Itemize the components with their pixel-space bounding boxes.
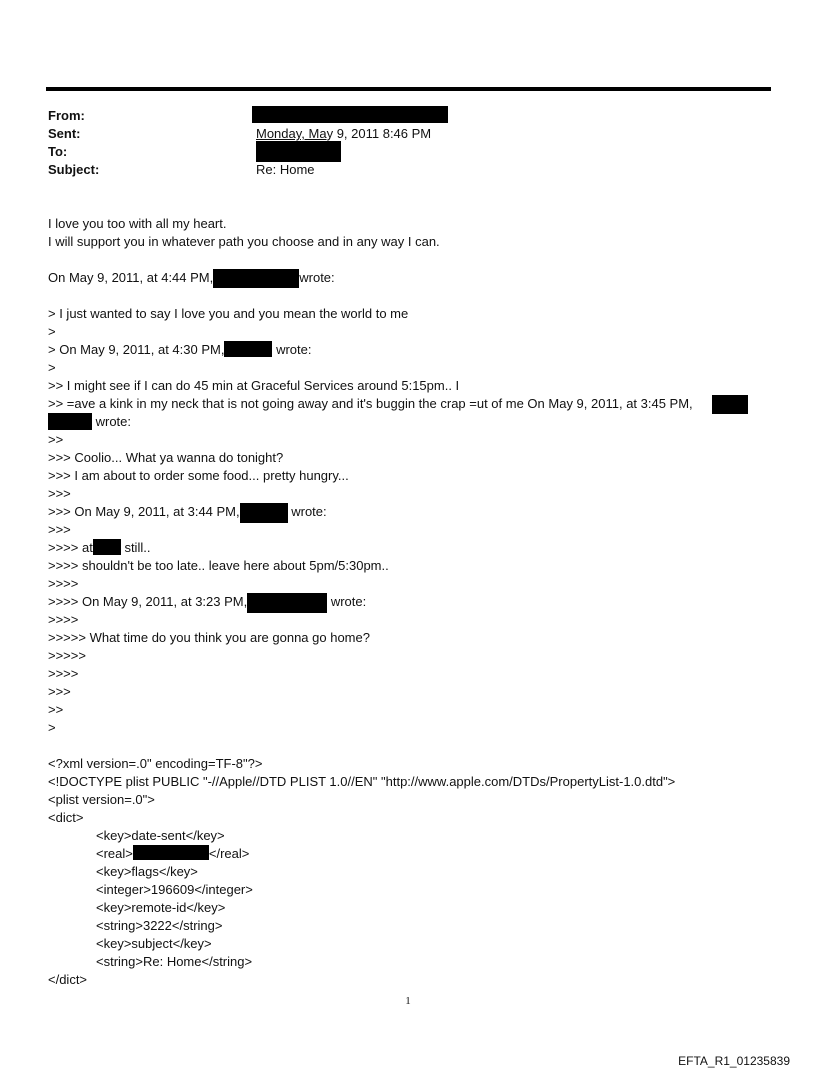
- body-text: still..: [120, 540, 151, 555]
- xml-line: <!DOCTYPE plist PUBLIC "-//Apple//DTD PLIST 1.0//EN" "http://www.apple.com/DTDs/PropertyList-1.0.dtd">: [48, 774, 676, 789]
- redaction: [712, 395, 748, 414]
- quote-header-text: > On May 9, 2011, at 4:30 PM,: [48, 342, 225, 357]
- quote-header-line: [48, 503, 327, 523]
- body-line: [48, 539, 150, 557]
- body-line: >>>: [48, 684, 71, 699]
- document-id: EFTA_R1_01235839: [678, 1054, 790, 1068]
- xml-line: <string>3222</string>: [96, 918, 223, 933]
- quote-header-wrote: wrote:: [272, 342, 312, 357]
- body-line: > I just wanted to say I love you and you mean the world to me: [48, 306, 409, 321]
- quote-header-line: [48, 593, 366, 613]
- xml-line: <dict>: [48, 810, 84, 825]
- redaction: [240, 503, 288, 523]
- quote-header-line: [48, 341, 311, 359]
- quote-header-wrote: wrote:: [299, 270, 335, 285]
- xml-text: </real>: [208, 846, 250, 861]
- header-rule: [46, 87, 771, 91]
- xml-line: <key>subject</key>: [96, 936, 212, 951]
- body-line: >>> Coolio... What ya wanna do tonight?: [48, 450, 284, 465]
- xml-line: <string>Re: Home</string>: [96, 954, 253, 969]
- body-line: >>> I am about to order some food... pretty hungry...: [48, 468, 349, 483]
- quote-header-text: >>>> On May 9, 2011, at 3:23 PM,: [48, 594, 248, 609]
- quote-header-text: On May 9, 2011, at 4:44 PM,: [48, 270, 214, 285]
- redaction-from: [252, 106, 448, 123]
- body-line: >>>>: [48, 612, 79, 627]
- body-line: >> I might see if I can do 45 min at Graceful Services around 5:15pm.. I: [48, 378, 460, 393]
- body-line: >>>: [48, 522, 71, 537]
- body-line: I will support you in whatever path you choose and in any way I can.: [48, 234, 440, 249]
- body-line: >>>>: [48, 666, 79, 681]
- quote-header-text: >>> On May 9, 2011, at 3:44 PM,: [48, 504, 240, 519]
- redaction-to: [256, 141, 341, 162]
- to-label: To:: [48, 144, 68, 159]
- xml-line: <?xml version=.0" encoding=TF-8"?>: [48, 756, 263, 771]
- xml-line: <integer>196609</integer>: [96, 882, 253, 897]
- sent-value-rest: y 9, 2011 8:46 PM: [326, 126, 432, 141]
- sent-value-underlined: Monday, Ma: [256, 126, 327, 141]
- xml-text: <real>: [96, 846, 133, 861]
- body-line: I love you too with all my heart.: [48, 216, 227, 231]
- body-line: >>>> shouldn't be too late.. leave here about 5pm/5:30pm..: [48, 558, 389, 573]
- page-number: 1: [405, 995, 411, 1007]
- quote-header-line: [48, 413, 131, 431]
- body-line: >>>>: [48, 576, 79, 591]
- body-line: >: [48, 324, 56, 339]
- body-text: >>>> at: [48, 540, 93, 555]
- subject-label: Subject:: [48, 162, 100, 177]
- redaction: [224, 341, 272, 357]
- body-line: >>>: [48, 486, 71, 501]
- xml-line: [96, 845, 249, 863]
- subject-value: Re: Home: [256, 162, 315, 177]
- body-line: >> =ave a kink in my neck that is not going away and it's buggin the crap =ut of me On May 9, 2011, at 3:45 PM,: [48, 396, 693, 411]
- body-line: >>: [48, 702, 64, 717]
- quote-header-wrote: wrote:: [92, 414, 132, 429]
- body-line: >>>>>: [48, 648, 86, 663]
- redaction: [213, 269, 299, 288]
- xml-line: <key>date-sent</key>: [96, 828, 225, 843]
- redaction: [48, 413, 92, 430]
- from-label: From:: [48, 108, 85, 123]
- quote-header-wrote: wrote:: [327, 594, 367, 609]
- redaction: [247, 593, 327, 613]
- quote-header-line: [48, 269, 335, 288]
- body-line: >: [48, 360, 56, 375]
- body-line: >>: [48, 432, 64, 447]
- body-line: >: [48, 720, 56, 735]
- quote-header-wrote: wrote:: [287, 504, 327, 519]
- xml-line: <plist version=.0">: [48, 792, 155, 807]
- body-line: >>>>> What time do you think you are gonna go home?: [48, 630, 370, 645]
- xml-line: <key>flags</key>: [96, 864, 198, 879]
- sent-label: Sent:: [48, 126, 81, 141]
- xml-line: </dict>: [48, 972, 88, 987]
- redaction: [93, 539, 121, 555]
- xml-line: <key>remote-id</key>: [96, 900, 226, 915]
- redaction: [133, 845, 209, 860]
